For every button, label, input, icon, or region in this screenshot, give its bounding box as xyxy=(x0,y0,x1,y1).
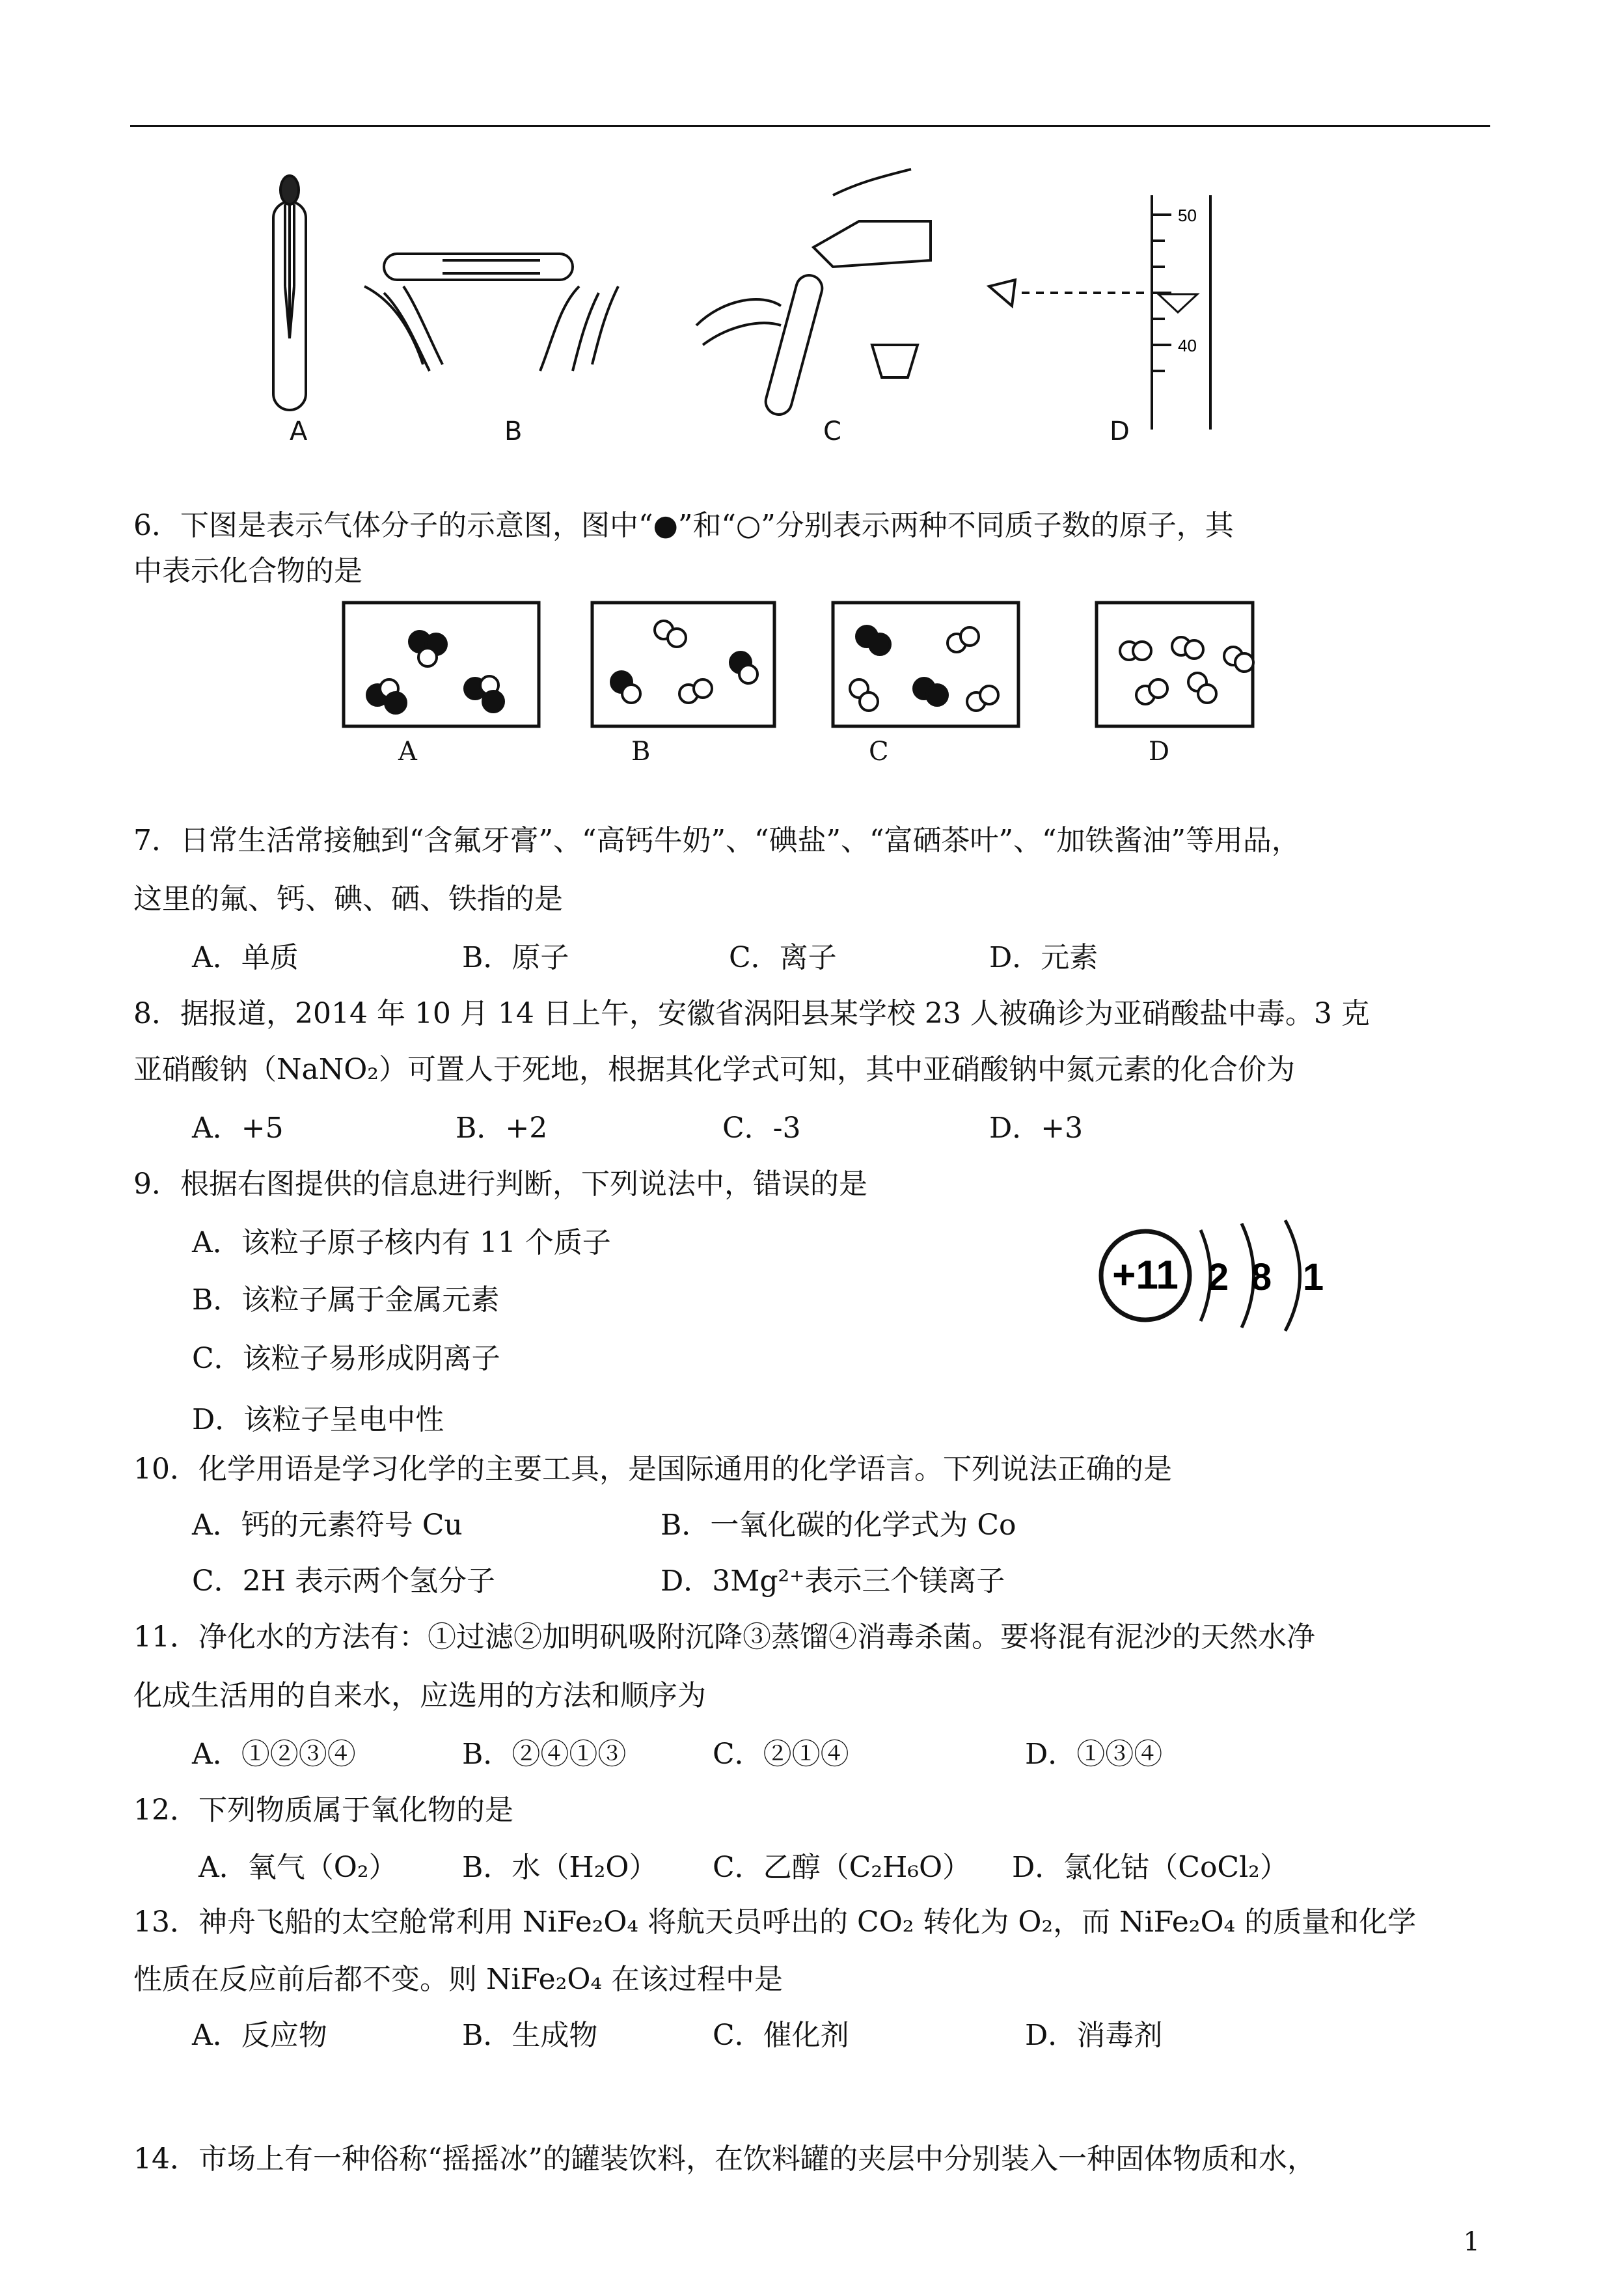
q6-label-c: C xyxy=(869,737,889,767)
q12-option-c: C．乙醇（C₂H₆O） xyxy=(713,1851,972,1884)
q8-option-d: D．+3 xyxy=(989,1112,1084,1145)
q9-option-d: D．该粒子呈电中性 xyxy=(192,1403,444,1436)
page-number: 1 xyxy=(1463,2227,1480,2257)
fig-a-dropper-icon xyxy=(273,176,306,410)
molecule-diagram xyxy=(338,597,1262,734)
shell-2-electrons: 8 xyxy=(1250,1256,1272,1298)
q7-option-a: A．单质 xyxy=(192,941,299,974)
q9-option-a: A．该粒子原子核内有 11 个质子 xyxy=(192,1226,611,1259)
q12-option-b: B．水（H₂O） xyxy=(462,1851,658,1884)
shell-3-electrons: 1 xyxy=(1302,1256,1324,1298)
q9-option-b: B．该粒子属于金属元素 xyxy=(192,1283,500,1317)
q13-line1: 13．神舟飞船的太空舱常利用 NiFe₂O₄ 将航天员呼出的 CO₂ 转化为 O₂，而 NiFe₂O₄ 的质量和化学 xyxy=(133,1906,1417,1939)
fig-label-a: A xyxy=(290,417,308,446)
cylinder-tick-50: 50 xyxy=(1178,206,1197,225)
q8-option-c: C．-3 xyxy=(722,1112,801,1145)
q8-option-b: B．+2 xyxy=(456,1112,548,1145)
q11-option-a: A．①②③④ xyxy=(192,1738,356,1771)
q7-line2: 这里的氟、钙、碘、硒、铁指的是 xyxy=(133,882,563,916)
q10-option-d: D．3Mg²⁺表示三个镁离子 xyxy=(661,1565,1005,1598)
q6-label-a: A xyxy=(398,737,417,767)
q6-label-d: D xyxy=(1149,737,1170,767)
q12-line1: 12．下列物质属于氧化物的是 xyxy=(133,1794,513,1827)
q11-option-c: C．②①④ xyxy=(713,1738,849,1771)
q6-label-b: B xyxy=(631,737,651,767)
q6-line1: 6．下图是表示气体分子的示意图，图中“●”和“○”分别表示两种不同质子数的原子，其 xyxy=(133,509,1234,542)
q13-line2: 性质在反应前后都不变。则 NiFe₂O₄ 在该过程中是 xyxy=(133,1963,784,1996)
q7-option-c: C．离子 xyxy=(729,941,837,974)
q12-option-d: D．氯化钴（CoCl₂） xyxy=(1012,1851,1289,1884)
nucleus-charge: +11 xyxy=(1112,1253,1179,1298)
q11-line1: 11．净化水的方法有：①过滤②加明矾吸附沉降③蒸馏④消毒杀菌。要将混有泥沙的天然水净 xyxy=(133,1620,1315,1654)
q10-option-a: A．钙的元素符号 Cu xyxy=(192,1509,463,1542)
q9-option-c: C．该粒子易形成阴离子 xyxy=(192,1342,500,1375)
q10-option-b: B．一氧化碳的化学式为 Co xyxy=(661,1509,1016,1542)
q8-line2: 亚硝酸钠（NaNO₂）可置人于死地，根据其化学式可知，其中亚硝酸钠中氮元素的化合价为 xyxy=(133,1053,1295,1086)
fig-label-c: C xyxy=(823,417,841,446)
q6-line2: 中表示化合物的是 xyxy=(133,554,362,588)
q8-option-a: A．+5 xyxy=(192,1112,284,1145)
q11-option-b: B．②④①③ xyxy=(462,1738,627,1771)
q13-option-a: A．反应物 xyxy=(192,2019,327,2052)
q7-option-d: D．元素 xyxy=(989,941,1098,974)
fig-d-cylinder-reading-icon xyxy=(989,195,1210,430)
q9-line1: 9．根据右图提供的信息进行判断，下列说法中，错误的是 xyxy=(133,1168,867,1201)
q13-option-d: D．消毒剂 xyxy=(1025,2019,1163,2052)
q12-option-a: A．氧气（O₂） xyxy=(198,1851,398,1884)
shell-1-electrons: 2 xyxy=(1207,1256,1229,1298)
q7-line1: 7．日常生活常接触到“含氟牙膏”、“高钙牛奶”、“碘盐”、“富硒茶叶”、“加铁酱油”等用品， xyxy=(133,824,1300,857)
header-rule xyxy=(130,125,1490,127)
fig-label-d: D xyxy=(1110,417,1130,446)
q11-line2: 化成生活用的自来水，应选用的方法和顺序为 xyxy=(133,1679,706,1712)
fig-c-pouring-icon xyxy=(696,169,931,417)
fig-label-b: B xyxy=(504,417,523,446)
q10-option-c: C．2H 表示两个氢分子 xyxy=(192,1565,496,1598)
q11-option-d: D．①③④ xyxy=(1025,1738,1163,1771)
q13-option-c: C．催化剂 xyxy=(713,2019,849,2052)
q14-line1: 14．市场上有一种俗称“摇摇冰”的罐装饮料，在饮料罐的夹层中分别装入一种固体物质和水， xyxy=(133,2142,1316,2176)
sodium-atom-structure-diagram xyxy=(1080,1210,1354,1341)
q7-option-b: B．原子 xyxy=(462,941,569,974)
q8-line1: 8．据报道，2014 年 10 月 14 日上午，安徽省涡阳县某学校 23 人被确诊为亚硝酸盐中毒。3 克 xyxy=(133,997,1370,1030)
q13-option-b: B．生成物 xyxy=(462,2019,598,2052)
q10-line1: 10．化学用语是学习化学的主要工具，是国际通用的化学语言。下列说法正确的是 xyxy=(133,1453,1172,1486)
cylinder-tick-40: 40 xyxy=(1178,336,1197,355)
fig-b-hands-tube-icon xyxy=(364,254,618,371)
